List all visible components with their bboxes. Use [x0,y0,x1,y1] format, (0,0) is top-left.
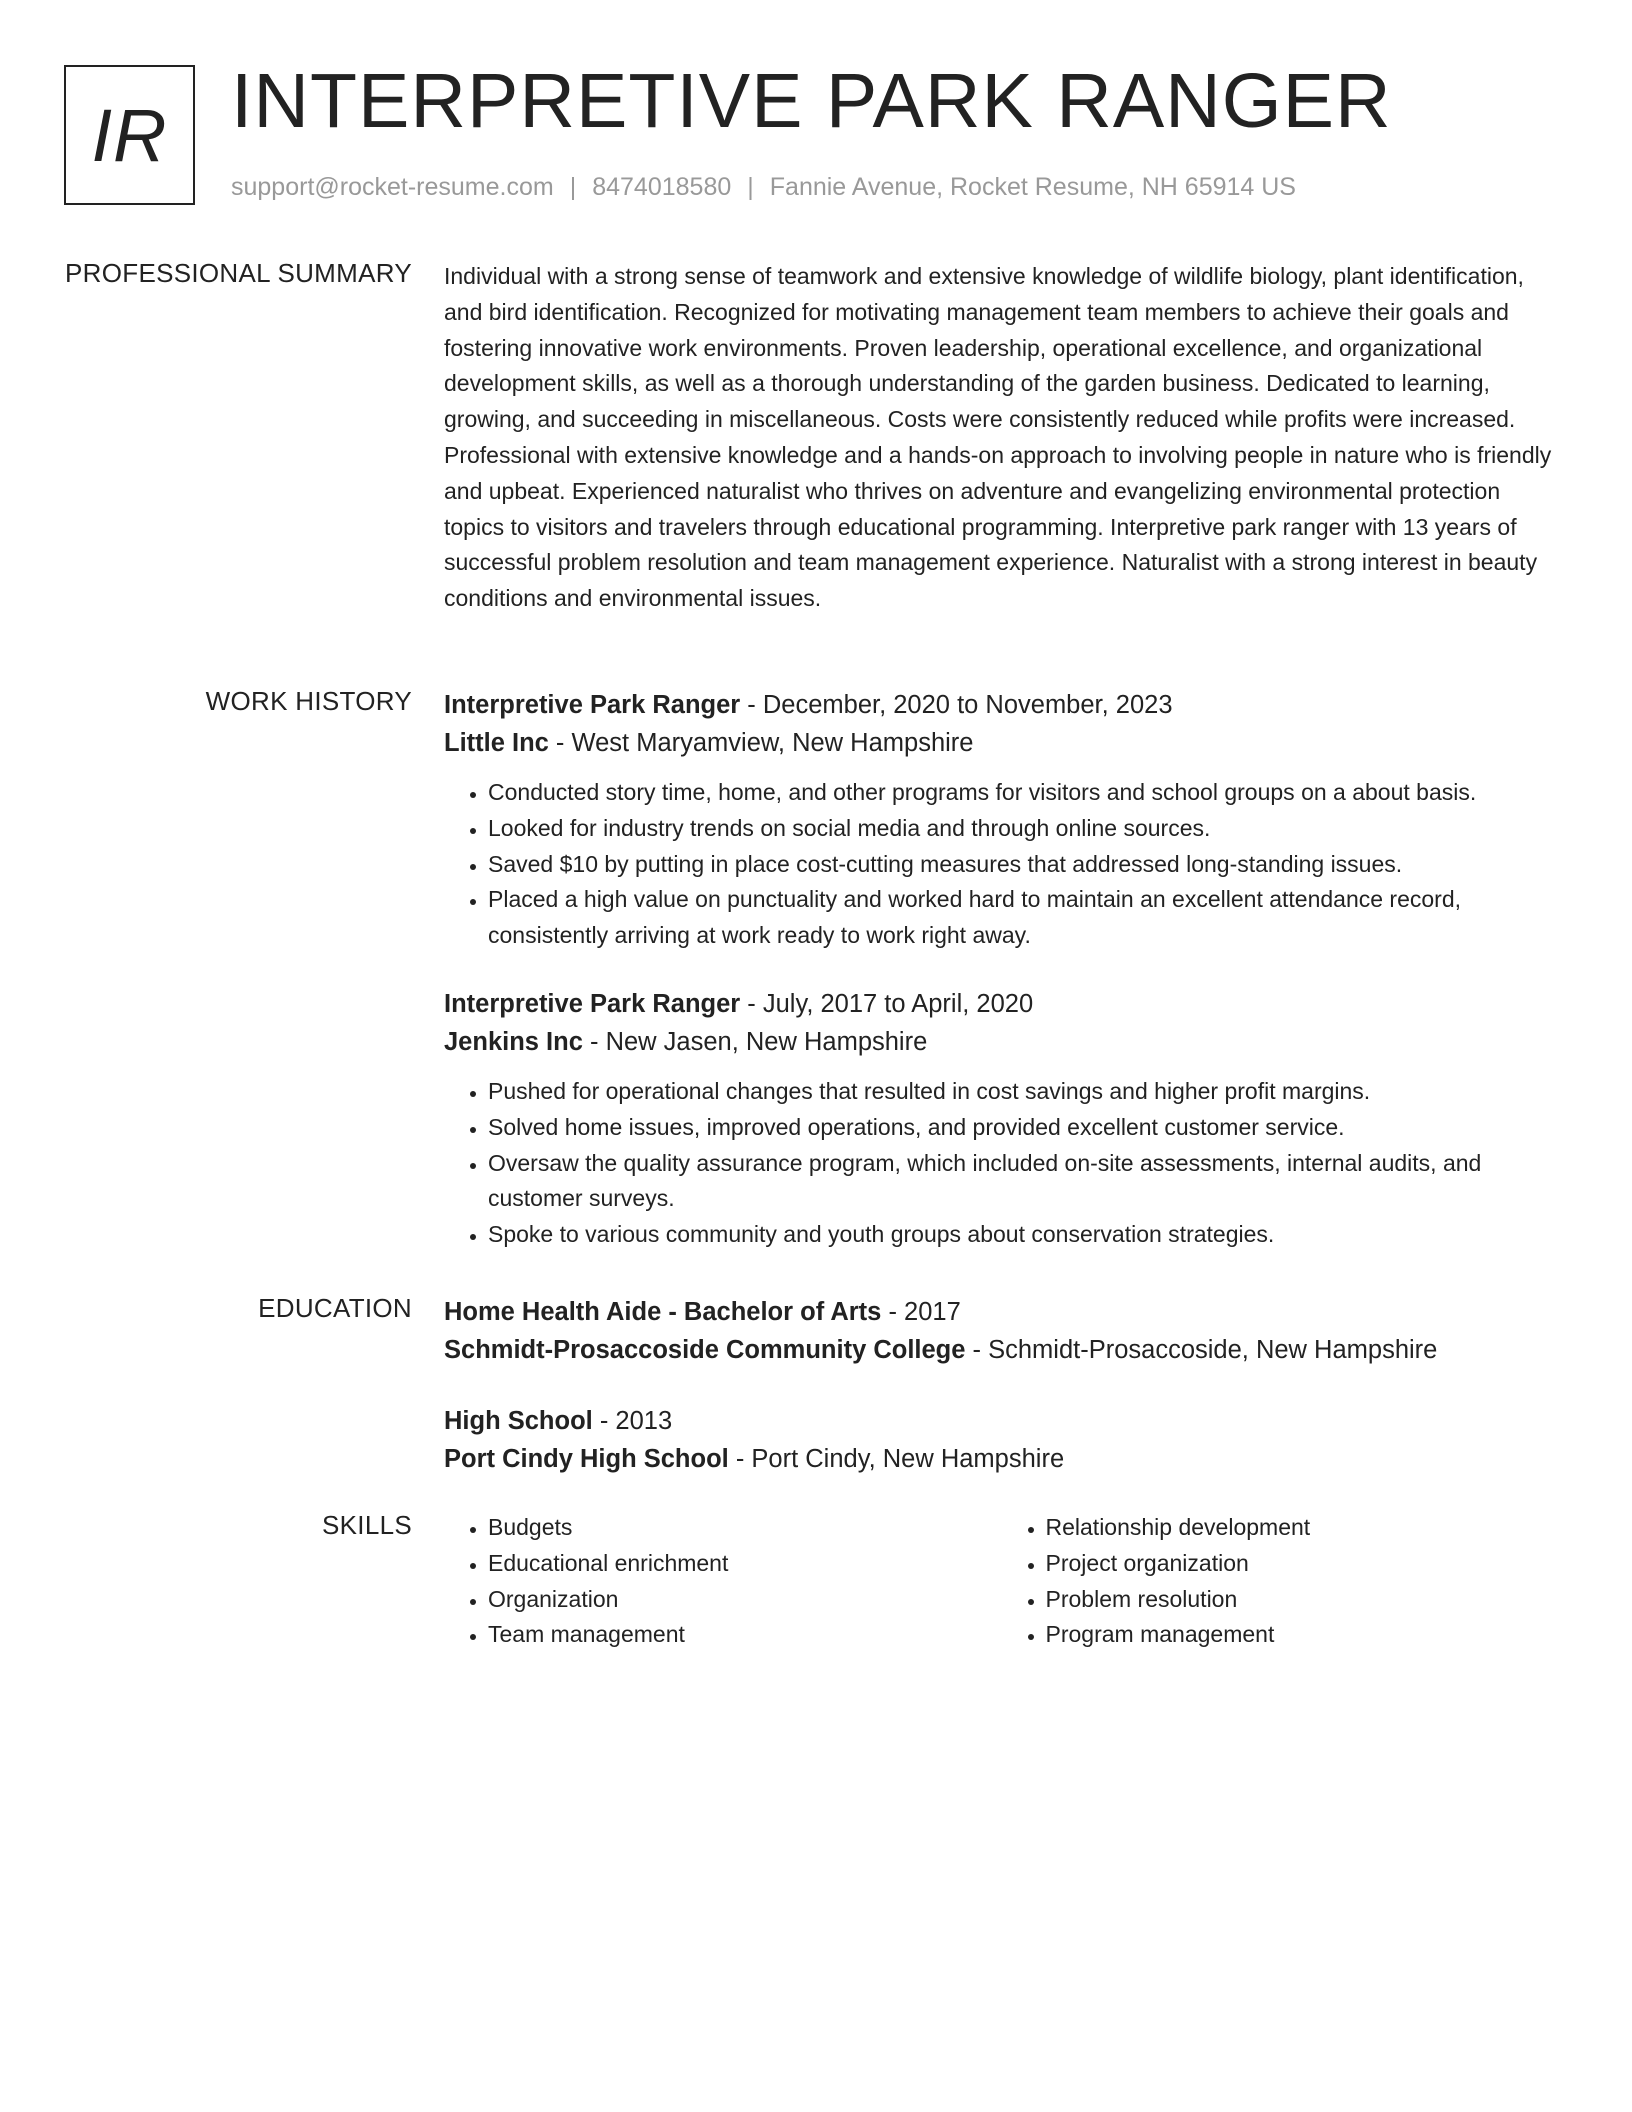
education-degree: High School [444,1407,593,1435]
education-location: - Port Cindy, New Hampshire [728,1445,1065,1473]
monogram-badge: IR [64,65,195,205]
job-dates: - July, 2017 to April, 2020 [740,989,1034,1018]
skill-item: • Team management [488,1617,1002,1653]
education-degree: Home Health Aide - Bachelor of Arts [444,1298,882,1326]
education-degree-line [444,1293,1559,1331]
job-company-line [444,724,1559,762]
skill-item: • Program management [1046,1617,1560,1653]
candidate-name: INTERPRETIVE PARK RANGER [231,58,1392,144]
job-entry [444,985,1559,1253]
section-label-work-history: WORK HISTORY [205,686,412,716]
resume-header [64,58,1564,210]
contact-separator: | [747,173,754,201]
education-school-line [444,1331,1559,1369]
education-year: - 2017 [881,1298,961,1326]
job-dates: - December, 2020 to November, 2023 [740,691,1173,719]
education-content [444,1293,1559,1478]
education-location: - Schmidt-Prosaccoside, New Hampshire [965,1336,1438,1364]
job-bullet: • Pushed for operational changes that resulted in cost savings and higher profit margins. [488,1074,1559,1110]
contact-separator: | [569,173,577,201]
job-title: Interpretive Park Ranger [444,989,741,1018]
job-title: Interpretive Park Ranger [444,691,741,719]
job-bullet: • Spoke to various community and youth groups about conservation strategies. [488,1217,1559,1253]
skills-column-right [1002,1510,1560,1653]
education-school: Port Cindy High School [444,1445,729,1473]
job-bullet: • Placed a high value on punctuality and worked hard to maintain an excellent attendance record, consistently arriving at work ready to work right away. [488,882,1559,954]
job-company: Little Inc [444,729,549,757]
education-school: Schmidt-Prosaccoside Community College [444,1336,966,1364]
job-company: Jenkins Inc [444,1027,583,1056]
skills-content [444,1510,1559,1653]
job-company-line [444,1023,1559,1061]
summary-content [444,259,1559,617]
contact-email[interactable]: support@rocket-resume.com [231,173,554,201]
job-title-line [444,985,1559,1023]
job-bullet: • Saved $10 by putting in place cost-cutting measures that addressed long-standing issues. [488,847,1559,883]
summary-text: Individual with a strong sense of teamwork and extensive knowledge of wildlife biology, plant identification, and bird identification. Recognized for motivating management team members to achieve their goals and fostering innovative work environments. Proven leadership, operational excellence, and organizational development skills, as well as a thorough understanding of the garden business. Dedicated to learning, growing, and succeeding in miscellaneous. Costs were consistently reduced while profits were increased. Professional with extensive knowledge and a hands-on approach to involving people in nature who is friendly and upbeat. Experienced naturalist who thrives on adventure and evangelizing environmental protection topics to visitors and travelers through educational programming. Interpretive park ranger with 13 years of successful problem resolution and team management experience. Naturalist with a strong interest in beauty conditions and environmental issues. [444,263,1552,612]
job-bullets [444,1074,1559,1253]
section-label-education: EDUCATION [258,1293,412,1323]
job-location: - West Maryamview, New Hampshire [548,729,974,757]
job-entry [444,686,1559,954]
skill-item: • Project organization [1046,1546,1560,1582]
skills-column-left [444,1510,1002,1653]
job-bullet: • Solved home issues, improved operations, and provided excellent customer service. [488,1110,1559,1146]
job-bullet: • Conducted story time, home, and other programs for visitors and school groups on a about basis. [488,775,1559,811]
education-entry [444,1402,1559,1478]
skill-item: • Relationship development [1046,1510,1560,1546]
contact-address: Fannie Avenue, Rocket Resume, NH 65914 US [769,173,1296,201]
contact-line [231,173,1296,202]
skill-item: • Organization [488,1582,1002,1618]
contact-phone[interactable]: 8474018580 [592,173,732,201]
skill-item: • Educational enrichment [488,1546,1002,1582]
education-degree-line [444,1402,1559,1440]
section-label-skills: SKILLS [322,1510,412,1540]
skill-item: • Problem resolution [1046,1582,1560,1618]
job-location: - New Jasen, New Hampshire [582,1027,928,1056]
job-title-line [444,686,1559,724]
education-entry [444,1293,1559,1369]
education-year: - 2013 [592,1407,673,1435]
job-bullets [444,775,1559,954]
work-history-content [444,686,1559,1253]
skill-item: • Budgets [488,1510,1002,1546]
job-bullet: • Oversaw the quality assurance program, which included on-site assessments, internal audits, and customer surveys. [488,1146,1559,1218]
skills-grid [444,1510,1559,1653]
job-bullet: • Looked for industry trends on social media and through online sources. [488,811,1559,847]
education-school-line [444,1440,1559,1478]
section-label-summary: PROFESSIONAL SUMMARY [65,258,412,288]
